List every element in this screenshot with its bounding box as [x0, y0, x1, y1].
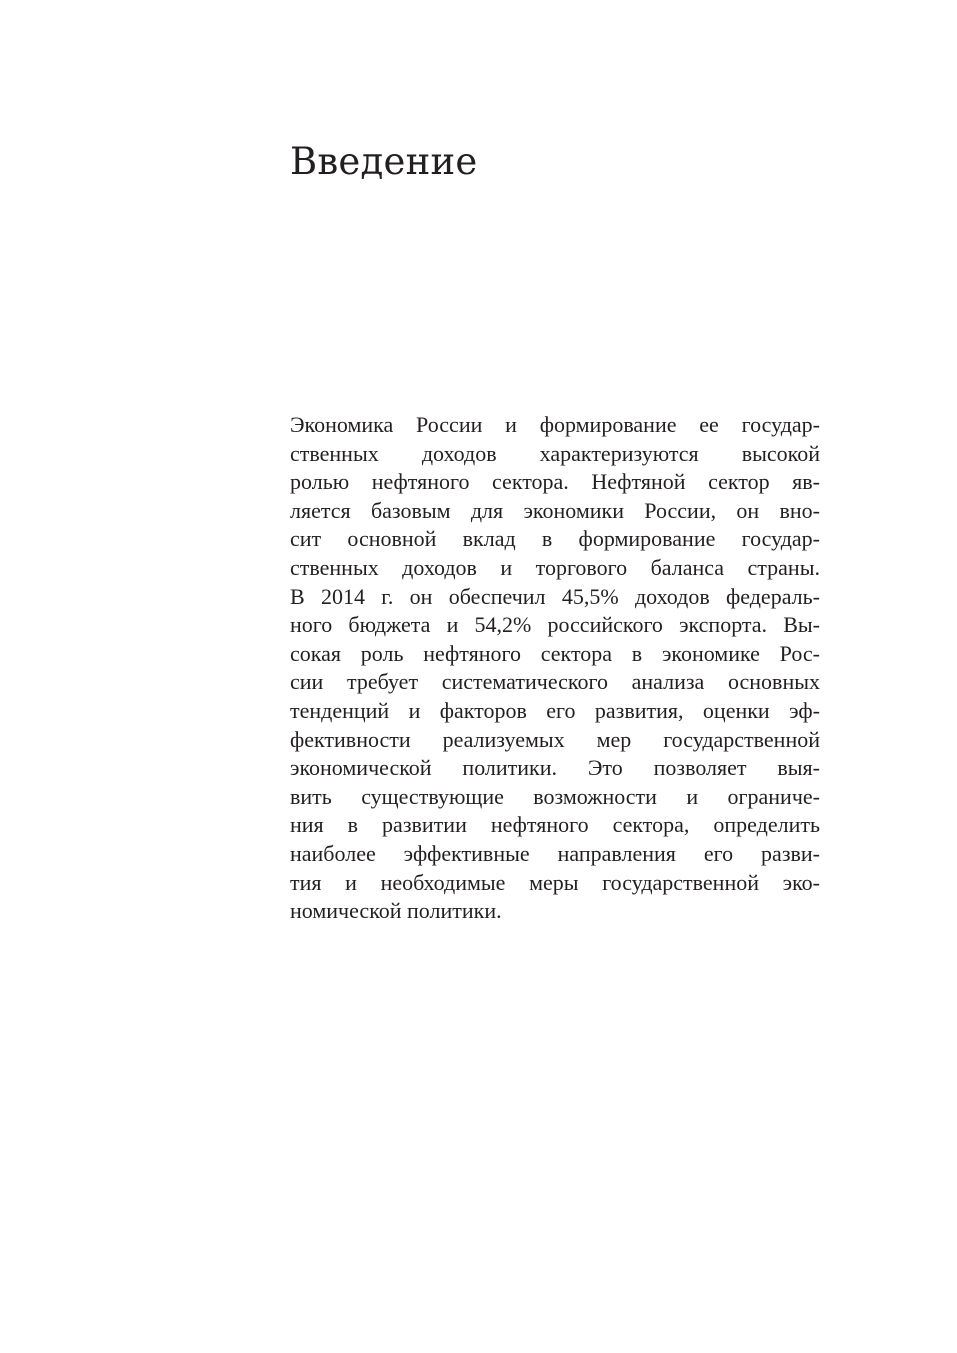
paragraph-line: В 2014 г. он обеспечил 45,5% доходов федераль-	[290, 583, 820, 609]
paragraph-line: ролью нефтяного сектора. Нефтяной сектор яв-	[290, 469, 820, 495]
paragraph-line: экономической политики. Это позволяет выя-	[290, 755, 820, 781]
paragraph-line: ного бюджета и 54,2% российского экспорта. Вы-	[290, 612, 820, 638]
paragraph-line: фективности реализуемых мер государственной	[290, 726, 820, 752]
paragraph-line: наиболее эффективные направления его разви-	[290, 840, 820, 866]
paragraph-line: тия и необходимые меры государственной эко-	[290, 869, 820, 895]
paragraph-line: ственных доходов и торгового баланса страны.	[290, 554, 820, 580]
paragraph-line: тенденций и факторов его развития, оценки эф-	[290, 697, 820, 723]
paragraph-line: ния в развитии нефтяного сектора, определить	[290, 812, 820, 838]
paragraph-line: вить существующие возможности и ограниче-	[290, 783, 820, 809]
paragraph-line: сит основной вклад в формирование государ-	[290, 526, 820, 552]
paragraph-line: сокая роль нефтяного сектора в экономике Рос-	[290, 640, 820, 666]
paragraph-line: Экономика России и формирование ее государ-	[290, 412, 820, 437]
intro-paragraph	[290, 411, 820, 926]
page-heading: Введение	[290, 140, 478, 183]
paragraph-line: номической политики.	[290, 898, 502, 924]
paragraph-line: сии требует систематического анализа основных	[290, 669, 820, 695]
paragraph-line: ляется базовым для экономики России, он вно-	[290, 497, 820, 523]
paragraph-line: ственных доходов характеризуются высокой	[290, 440, 820, 466]
